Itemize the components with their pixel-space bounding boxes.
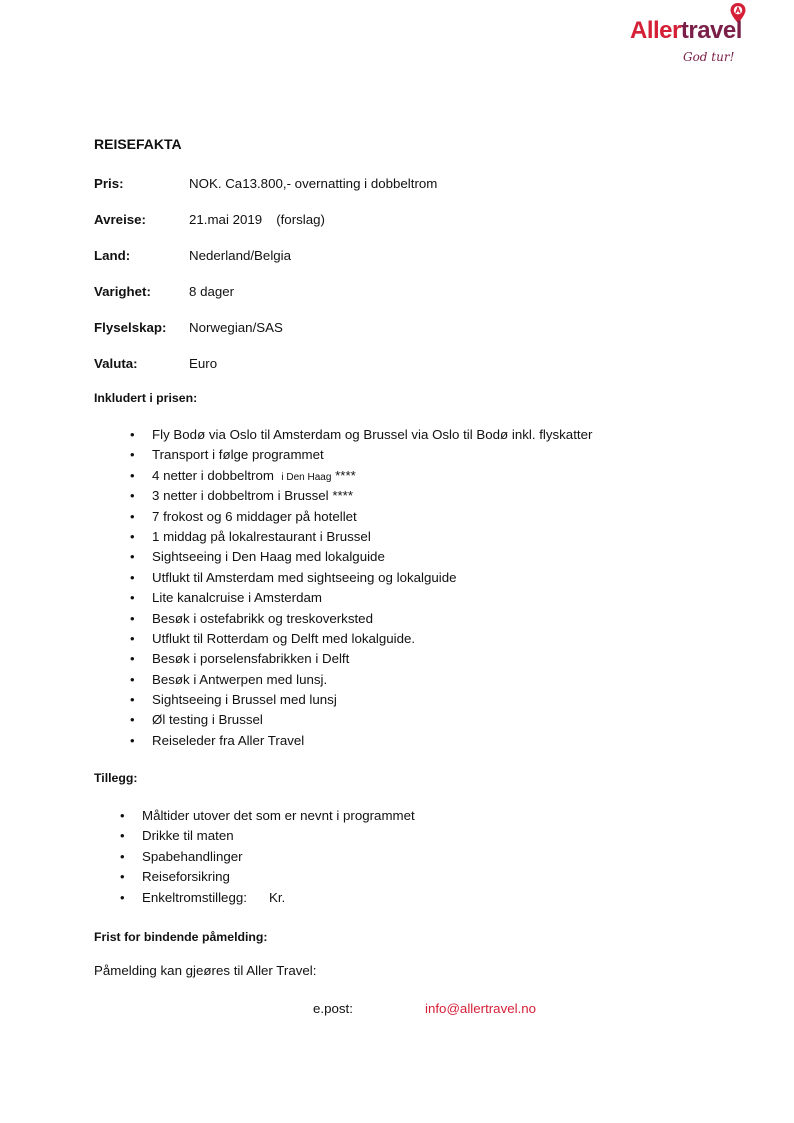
page-title: REISEFAKTA — [94, 136, 182, 152]
deadline-text: Påmelding kan gjeøres til Aller Travel: — [94, 963, 317, 978]
fact-label-flyselskap: Flyselskap: — [94, 320, 167, 335]
fact-value-avreise — [189, 212, 325, 227]
fact-label-land: Land: — [94, 248, 131, 263]
list-item: • Reiseforsikring — [142, 867, 415, 887]
list-item: • Spabehandlinger — [142, 847, 415, 867]
list-item: • Besøk i ostefabrikk og treskoverksted — [152, 609, 592, 629]
fact-label-pris: Pris: — [94, 176, 124, 191]
list-item-value: Kr. — [268, 889, 286, 905]
list-item: • Reiseleder fra Aller Travel — [152, 731, 592, 751]
fact-value-valuta: Euro — [189, 356, 218, 371]
list-item: • Lite kanalcruise i Amsterdam — [152, 588, 592, 608]
logo-wordmark — [630, 16, 742, 46]
extras-list — [142, 806, 415, 908]
list-item: • Drikke til maten — [142, 826, 415, 846]
logo-travel: travel — [680, 17, 742, 44]
list-item: • Utflukt til Amsterdam med sightseeing og lokalguide — [152, 568, 592, 588]
list-item: • Transport i følge programmet — [152, 445, 592, 465]
aller-travel-logo — [630, 2, 780, 68]
list-item: • Måltider utover det som er nevnt i programmet — [142, 806, 415, 826]
list-item-text: 4 netter i dobbeltrom — [152, 467, 274, 483]
list-item-small: i Den Haag — [281, 471, 332, 483]
list-item-text: Enkeltromstillegg: — [142, 889, 247, 905]
list-item: • Utflukt til Rotterdam og Delft med lokalguide. — [152, 629, 592, 649]
extras-title: Tillegg: — [94, 771, 138, 785]
list-item: • Fly Bodø via Oslo til Amsterdam og Brussel via Oslo til Bodø inkl. flyskatter — [152, 425, 592, 445]
fact-label-varighet: Varighet: — [94, 284, 151, 299]
fact-label-valuta: Valuta: — [94, 356, 138, 371]
fact-value-varighet: 8 dager — [189, 284, 235, 299]
fact-value-flyselskap: Norwegian/SAS — [189, 320, 283, 335]
list-item — [152, 466, 592, 486]
fact-value-pris: NOK. Ca13.800,- overnatting i dobbeltrom — [189, 176, 438, 191]
list-item: • 7 frokost og 6 middager på hotellet — [152, 507, 592, 527]
email-label: e.post: — [313, 1001, 353, 1016]
list-item: • Sightseeing i Brussel med lunsj — [152, 690, 592, 710]
logo-aller: Aller — [630, 17, 681, 44]
included-title: Inkludert i prisen: — [94, 391, 198, 405]
list-item: • Øl testing i Brussel — [152, 710, 592, 730]
list-item: • 1 middag på lokalrestaurant i Brussel — [152, 527, 592, 547]
deadline-title: Frist for bindende påmelding: — [94, 930, 268, 944]
included-list — [152, 425, 592, 751]
list-item: • Sightseeing i Den Haag med lokalguide — [152, 547, 592, 567]
avreise-date: 21.mai 2019 — [189, 212, 263, 227]
list-item: • Besøk i porselensfabrikken i Delft — [152, 649, 592, 669]
list-item — [142, 888, 415, 908]
fact-value-land: Nederland/Belgia — [189, 248, 292, 263]
list-item: • 3 netter i dobbeltrom i Brussel **** — [152, 486, 592, 506]
fact-label-avreise: Avreise: — [94, 212, 146, 227]
list-item-stars: **** — [335, 467, 356, 483]
list-item: • Besøk i Antwerpen med lunsj. — [152, 670, 592, 690]
email-link[interactable]: info@allertravel.no — [425, 1001, 537, 1016]
avreise-note: (forslag) — [276, 212, 325, 227]
logo-tagline: God tur! — [683, 50, 735, 64]
